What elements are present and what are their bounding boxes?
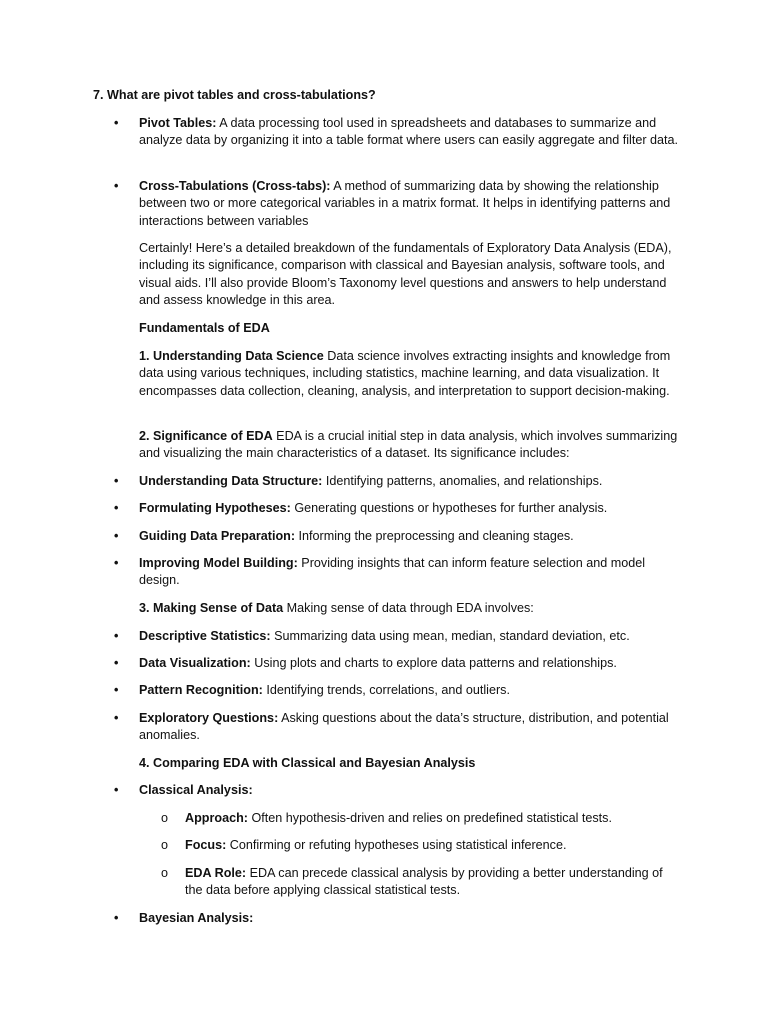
fundamentals-heading-text: Fundamentals of EDA <box>139 321 270 335</box>
list-item-pivot-tables <box>114 115 679 150</box>
list-item-understanding-data-structure <box>114 473 679 490</box>
bullet-icon: • <box>114 116 119 130</box>
circle-bullet-icon: o <box>161 866 169 880</box>
definition-text: Generating questions or hypotheses for further analysis. <box>290 501 608 515</box>
term-label: Improving Model Building: <box>139 556 298 570</box>
bullet-icon: • <box>114 474 119 488</box>
section-text: EDA is a crucial initial step in data analysis, which involves summarizing and visualizing the main characteristics of a dataset. Its significance includes: <box>139 429 678 461</box>
bullet-icon: • <box>114 783 119 797</box>
list-item-bayesian-analysis <box>114 910 679 927</box>
sub-item-eda-role <box>161 865 675 900</box>
section-title: 3. Making Sense of Data <box>139 601 284 615</box>
section-text: Data science involves extracting insights and knowledge from data using various techniques, including statistics, machine learning, and data visualization. It encompasses data collection, cleaning, analysis, and interpretation to support decision-making. <box>139 349 671 398</box>
term-label: Cross-Tabulations (Cross-tabs): <box>139 179 331 193</box>
list-item-improving-model-building <box>114 555 679 590</box>
sub-item-focus <box>161 837 675 854</box>
term-label: Descriptive Statistics: <box>139 629 271 643</box>
definition-text: Informing the preprocessing and cleaning stages. <box>295 529 574 543</box>
term-label: Classical Analysis: <box>139 783 253 797</box>
definition-text: Identifying trends, correlations, and outliers. <box>262 683 510 697</box>
list-item-data-visualization <box>114 655 679 672</box>
circle-bullet-icon: o <box>161 838 169 852</box>
bullet-icon: • <box>114 529 119 543</box>
definition-text: Asking questions about the data’s structure, distribution, and potential anomalies. <box>139 711 669 743</box>
list-item-cross-tabulations <box>114 178 679 230</box>
term-label: Understanding Data Structure: <box>139 474 323 488</box>
intro-paragraph: Certainly! Here’s a detailed breakdown of the fundamentals of Exploratory Data Analysis (EDA), including its significance, comparison with classical and Bayesian analysis, software tools, and visual aids. I’ll also provide Bloom’s Taxonomy level questions and answers to help understand and assess knowledge in this area. <box>139 241 672 308</box>
section-title: 2. Significance of EDA <box>139 429 273 443</box>
definition-text: A data processing tool used in spreadsheets and databases to summarize and analyze data by organizing it into a table format where users can easily aggregate and filter data. <box>139 116 679 148</box>
term-label: Exploratory Questions: <box>139 711 279 725</box>
question-heading: 7. What are pivot tables and cross-tabulations? <box>93 88 376 102</box>
bullet-icon: • <box>114 179 119 193</box>
term-label: Pivot Tables: <box>139 116 217 130</box>
section-title: 4. Comparing EDA with Classical and Bayesian Analysis <box>139 756 476 770</box>
term-label: Guiding Data Preparation: <box>139 529 296 543</box>
term-label: Pattern Recognition: <box>139 683 263 697</box>
term-label: EDA Role: <box>185 866 247 880</box>
section-comparing-eda <box>139 755 679 772</box>
list-item-classical-analysis <box>114 782 679 799</box>
section-significance-of-eda <box>139 428 679 463</box>
section-understanding-data-science <box>139 348 679 400</box>
definition-text: Identifying patterns, anomalies, and relationships. <box>322 474 603 488</box>
list-item-exploratory-questions <box>114 710 679 745</box>
list-item-pattern-recognition <box>114 682 679 699</box>
term-label: Data Visualization: <box>139 656 251 670</box>
term-label: Formulating Hypotheses: <box>139 501 291 515</box>
definition-text: Confirming or refuting hypotheses using statistical inference. <box>226 838 567 852</box>
bullet-icon: • <box>114 501 119 515</box>
bullet-icon: • <box>114 711 119 725</box>
term-label: Approach: <box>185 811 248 825</box>
definition-text: Summarizing data using mean, median, standard deviation, etc. <box>270 629 630 643</box>
bullet-icon: • <box>114 656 119 670</box>
bullet-icon: • <box>114 629 119 643</box>
definition-text: Providing insights that can inform feature selection and model design. <box>139 556 646 588</box>
list-item-descriptive-statistics <box>114 628 679 645</box>
term-label: Bayesian Analysis: <box>139 911 254 925</box>
definition-text: A method of summarizing data by showing the relationship between two or more categorical variables in a matrix format. It helps in identifying patterns and interactions between variables <box>139 179 671 228</box>
definition-text: EDA can precede classical analysis by providing a better understanding of the data before applying classical statistical tests. <box>185 866 663 898</box>
term-label: Focus: <box>185 838 227 852</box>
fundamentals-heading <box>139 320 679 337</box>
section-text: Making sense of data through EDA involves: <box>283 601 534 615</box>
circle-bullet-icon: o <box>161 811 169 825</box>
bullet-icon: • <box>114 911 119 925</box>
bullet-icon: • <box>114 683 119 697</box>
section-title: 1. Understanding Data Science <box>139 349 324 363</box>
bullet-icon: • <box>114 556 119 570</box>
sub-item-approach <box>161 810 675 827</box>
definition-text: Using plots and charts to explore data patterns and relationships. <box>250 656 617 670</box>
section-making-sense-of-data <box>139 600 679 617</box>
list-item-formulating-hypotheses <box>114 500 679 517</box>
list-item-guiding-data-preparation <box>114 528 679 545</box>
definition-text: Often hypothesis-driven and relies on predefined statistical tests. <box>247 811 612 825</box>
